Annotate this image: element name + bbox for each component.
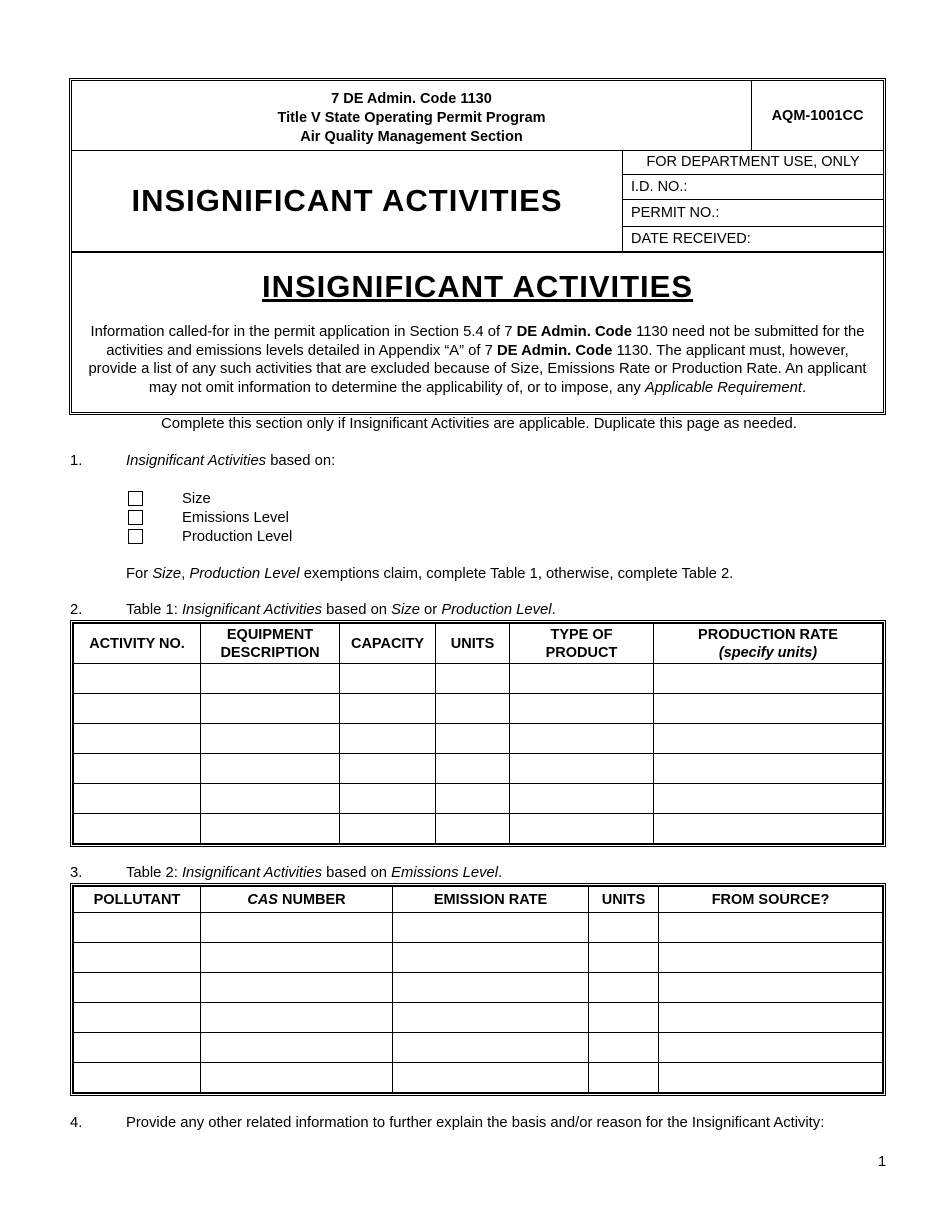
- emissions-level-option-label: Emissions Level: [182, 510, 289, 526]
- table2-caption: Table 2: Insignificant Activities based on Emissions Level.: [126, 865, 503, 881]
- production-level-option-label: Production Level: [182, 529, 293, 545]
- production-level-checkbox[interactable]: [128, 529, 143, 544]
- form-title: INSIGNIFICANT ACTIVITIES: [131, 183, 563, 218]
- size-checkbox[interactable]: [128, 491, 143, 506]
- item4-text: Provide any other related information to further explain the basis and/or reason for the Insignificant Activity:: [126, 1115, 825, 1131]
- table-row: [74, 784, 883, 814]
- col-activity-no: ACTIVITY NO.: [74, 624, 201, 664]
- program-line: Title V State Operating Permit Program: [277, 110, 546, 126]
- table-row: [74, 943, 883, 973]
- table-row: [74, 1003, 883, 1033]
- item1-number: 1.: [70, 453, 83, 469]
- col-from-source: FROM SOURCE?: [659, 887, 883, 913]
- col-pollutant: POLLUTANT: [74, 887, 201, 913]
- col-production-rate: PRODUCTION RATE (specify units): [654, 624, 883, 664]
- dept-use-heading: FOR DEPARTMENT USE, ONLY: [646, 154, 860, 170]
- table-row: [74, 694, 883, 724]
- intro-paragraph: Information called-for in the permit application in Section 5.4 of 7 DE Admin. Code 1130 need not be submitted for the activities and emissions levels detailed in Appendix “A” of 7 DE Admin. Code 1130. The applicant must, however, provide a list of any such activities that are excluded because of Size, Emissions Rate or Production Rate. An applicant may not omit information to determine the applicability of, or to impose, any Applicable Requirement.: [88, 324, 867, 396]
- table-row: [74, 1063, 883, 1093]
- emissions-level-checkbox[interactable]: [128, 510, 143, 525]
- table-row: [74, 754, 883, 784]
- table-row: [74, 913, 883, 943]
- intro-heading: INSIGNIFICANT ACTIVITIES: [261, 269, 694, 304]
- instruction-text: Complete this section only if Insignificant Activities are applicable. Duplicate this page as needed.: [161, 416, 797, 432]
- col-type-of-product: TYPE OF PRODUCT: [510, 624, 654, 664]
- item3-number: 3.: [70, 865, 83, 881]
- col-equipment-description: EQUIPMENT DESCRIPTION: [201, 624, 340, 664]
- table-row: [74, 664, 883, 694]
- col-capacity: CAPACITY: [340, 624, 436, 664]
- item1-note: For Size, Production Level exemptions claim, complete Table 1, otherwise, complete Table 2.: [126, 566, 734, 582]
- size-option-label: Size: [182, 491, 211, 507]
- table-row: [74, 724, 883, 754]
- date-received-label: DATE RECEIVED:: [631, 231, 751, 247]
- table1-caption: Table 1: Insignificant Activities based on Size or Production Level.: [126, 602, 556, 618]
- col-cas-number: CAS NUMBER: [201, 887, 393, 913]
- permit-no-label: PERMIT NO.:: [631, 205, 720, 221]
- item4-number: 4.: [70, 1115, 83, 1131]
- form-id: AQM-1001CC: [771, 107, 864, 124]
- id-no-label: I.D. NO.:: [631, 179, 688, 195]
- header-box: [69, 78, 886, 415]
- department-use-box: [622, 151, 883, 253]
- col-units: UNITS: [589, 887, 659, 913]
- table-row: [74, 1033, 883, 1063]
- table-row: [74, 814, 883, 844]
- page-number: 1: [878, 1154, 887, 1170]
- table2: [70, 883, 886, 1096]
- col-emission-rate: EMISSION RATE: [393, 887, 589, 913]
- item2-number: 2.: [70, 602, 83, 618]
- item1-label: Insignificant Activities based on:: [126, 453, 336, 469]
- col-units: UNITS: [436, 624, 510, 664]
- code-line: 7 DE Admin. Code 1130: [331, 91, 492, 107]
- table1: [70, 620, 886, 847]
- section-line: Air Quality Management Section: [300, 129, 523, 145]
- table-row: [74, 973, 883, 1003]
